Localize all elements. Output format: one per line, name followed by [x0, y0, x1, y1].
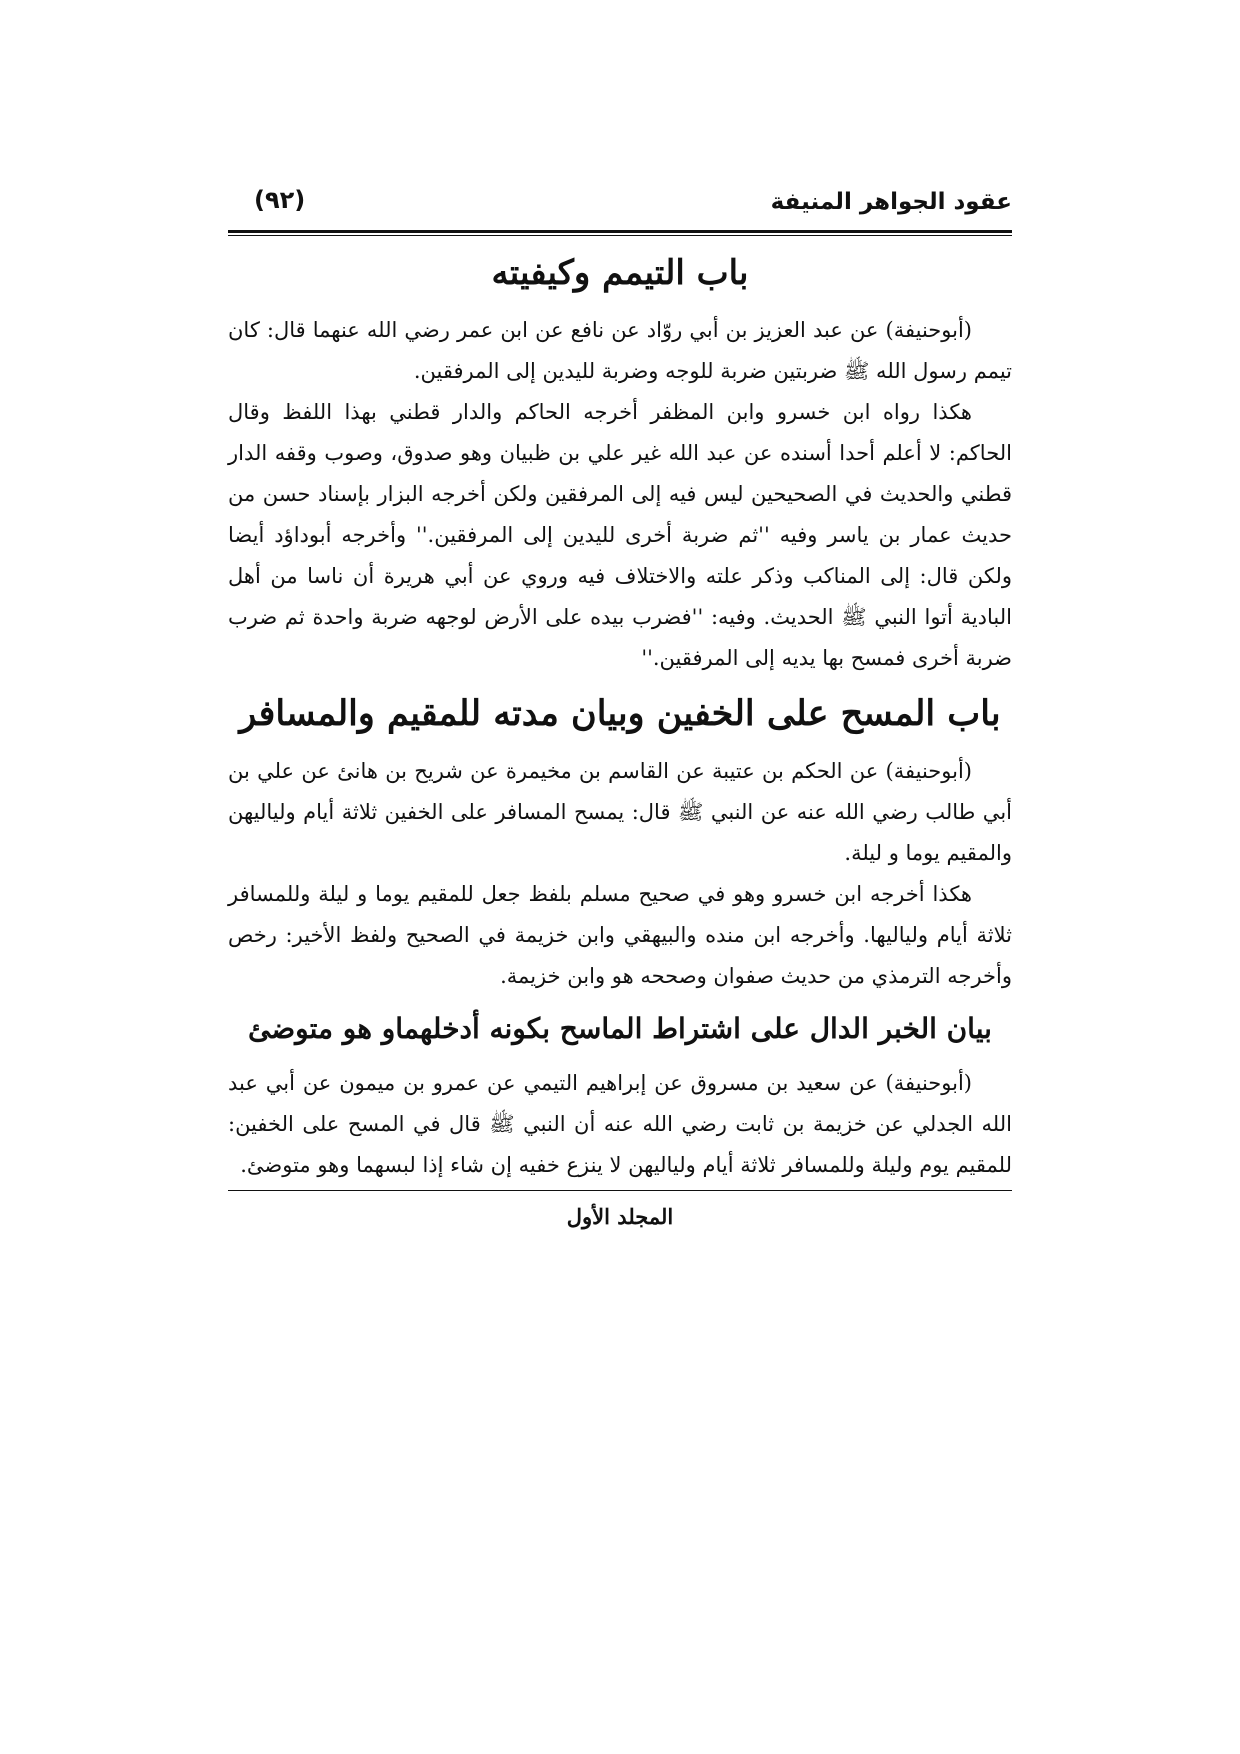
section-title: بيان الخبر الدال على اشتراط الماسح بكونه أدخلهماو هو متوضئ [248, 1012, 992, 1045]
footer-divider [228, 1190, 1012, 1191]
hadith-paragraph: (أبوحنيفة) عن عبد العزيز بن أبي روّاد عن نافع عن ابن عمر رضي الله عنهما قال: كان تيمم رسول الله ﷺ ضربتين ضربة للوجه وضربة لليدين إلى المرفقين. [228, 318, 1012, 383]
hadith-paragraph: (أبوحنيفة) عن سعيد بن مسروق عن إبراهيم التيمي عن عمرو بن ميمون عن أبي عبد الله الجدلي عن خزيمة بن ثابت رضي الله عنه أن النبي ﷺ قال في المسح على الخفين: للمقيم يوم وليلة وللمسافر ثلاثة أيام ولياليهن لا ينزع خفيه إن شاء إذا لبسهما وهو متوضئ. [228, 1071, 1012, 1177]
page-number: (٩٢) [254, 186, 306, 214]
book-title: عقود الجواهر المنيفة [770, 189, 1012, 215]
section-mash-khuffain [228, 683, 1012, 997]
running-header [228, 180, 1012, 230]
section-title: باب المسح على الخفين وبيان مدته للمقيم والمسافر [239, 693, 1001, 734]
section-condition-wudu [228, 1003, 1012, 1186]
section-tayammum [228, 242, 1012, 679]
volume-label: المجلد الأول [566, 1204, 674, 1229]
header-divider [228, 230, 1012, 236]
document-page [228, 180, 1012, 1235]
commentary-paragraph: هكذا أخرجه ابن خسرو وهو في صحيح مسلم بلفظ جعل للمقيم يوما و ليلة وللمسافر ثلاثة أيام ولياليها. وأخرجه ابن منده والبيهقي وابن خزيمة في الصحيح ولفظ الأخير: رخص وأخرجه الترمذي من حديث صفوان وصححه هو وابن خزيمة. [228, 882, 1012, 988]
hadith-paragraph: (أبوحنيفة) عن الحكم بن عتيبة عن القاسم بن مخيمرة عن شريح بن هانئ عن علي بن أبي طالب رضي الله عنه عن النبي ﷺ قال: يمسح المسافر على الخفين ثلاثة أيام ولياليهن والمقيم يوما و ليلة. [228, 759, 1012, 865]
section-title: باب التيمم وكيفيته [491, 253, 749, 293]
commentary-paragraph: هكذا رواه ابن خسرو وابن المظفر أخرجه الحاكم والدار قطني بهذا اللفظ وقال الحاكم: لا أعلم أحدا أسنده عن عبد الله غير علي بن ظبيان وهو صدوق، وصوب وقفه الدار قطني والحديث في الصحيحين ليس فيه إلى المرفقين ولكن أخرجه البزار بإسناد حسن من حديث عمار بن ياسر وفيه ''ثم ضربة أخرى لليدين إلى المرفقين.'' وأخرجه أبوداؤد أيضا ولكن قال: إلى المناكب وذكر علته والاختلاف فيه وروي عن أبي هريرة أن ناسا من أهل البادية أتوا النبي ﷺ الحديث. وفيه: ''فضرب بيده على الأرض لوجهه ضربة واحدة ثم ضرب ضربة أخرى فمسح بها يديه إلى المرفقين.'' [228, 400, 1012, 670]
